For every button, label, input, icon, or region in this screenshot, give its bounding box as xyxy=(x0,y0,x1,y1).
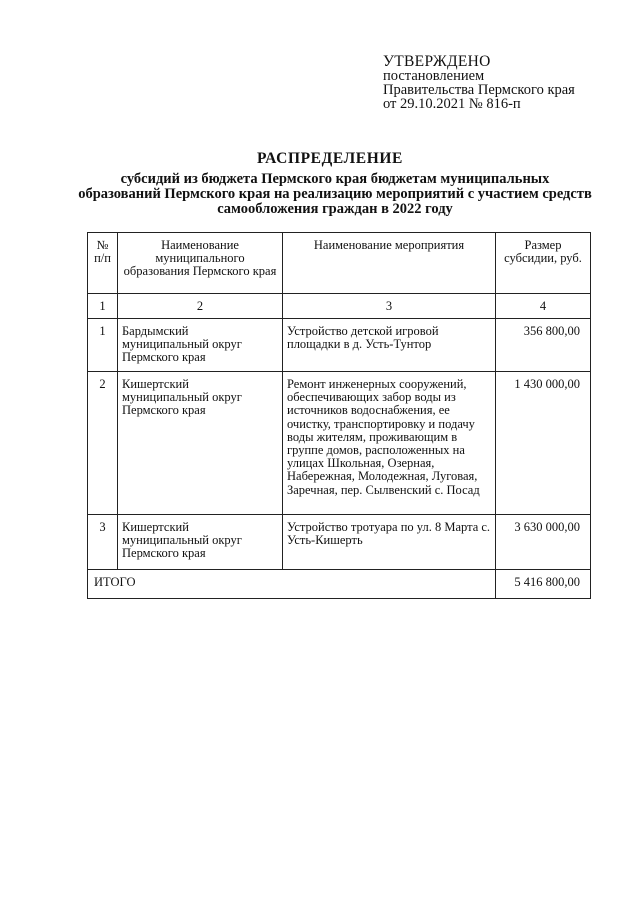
document-subtitle: субсидий из бюджета Пермского края бюджетам муниципальных образований Пермского края на реализацию мероприятий с участием средств самообложения граждан в 2022 году xyxy=(78,171,592,217)
approval-line-2: Правительства Пермского края xyxy=(383,82,575,98)
approval-heading: УТВЕРЖДЕНО xyxy=(383,53,491,70)
column-index-row xyxy=(88,294,591,319)
row-event: Устройство детской игровой площадки в д. Усть-Тунтор xyxy=(283,319,496,372)
header-municipality: Наименование муниципального образования Пермского края xyxy=(118,233,283,294)
column-index: 1 xyxy=(88,294,118,319)
row-event: Устройство тротуара по ул. 8 Марта с. Усть-Кишерть xyxy=(283,515,496,570)
distribution-table xyxy=(87,232,591,599)
total-label: ИТОГО xyxy=(88,570,496,599)
approval-line-3: от 29.10.2021 № 816-п xyxy=(383,96,521,112)
column-index: 4 xyxy=(496,294,591,319)
table-row xyxy=(88,515,591,570)
column-index: 2 xyxy=(118,294,283,319)
row-event: Ремонт инженерных сооружений, обеспечивающих забор воды из источников водоснабжения, ее очистку, транспортировку и подачу воды жителям, проживающим в группе домов, расположенных на улицах Школьная, Озерная, Набережная, Молодежная, Луговая, Заречная, пер. Сылвенский с. Посад xyxy=(283,372,496,515)
header-num: № п/п xyxy=(88,233,118,294)
header-amount: Размер субсидии, руб. xyxy=(496,233,591,294)
row-municipality: Кишертский муниципальный округ Пермского края xyxy=(118,372,283,515)
approval-line-1: постановлением xyxy=(383,68,485,84)
table-header-row xyxy=(88,233,591,294)
row-amount: 3 630 000,00 xyxy=(496,515,591,570)
approval-stamp xyxy=(383,55,623,111)
row-num: 2 xyxy=(88,372,118,515)
document-title: РАСПРЕДЕЛЕНИЕ xyxy=(257,150,403,167)
table-row xyxy=(88,319,591,372)
row-amount: 356 800,00 xyxy=(496,319,591,372)
row-municipality: Бардымский муниципальный округ Пермского края xyxy=(118,319,283,372)
row-municipality: Кишертский муниципальный округ Пермского края xyxy=(118,515,283,570)
column-index: 3 xyxy=(283,294,496,319)
row-amount: 1 430 000,00 xyxy=(496,372,591,515)
header-event: Наименование мероприятия xyxy=(283,233,496,294)
row-num: 3 xyxy=(88,515,118,570)
total-row xyxy=(88,570,591,599)
total-amount: 5 416 800,00 xyxy=(496,570,591,599)
table-row xyxy=(88,372,591,515)
row-num: 1 xyxy=(88,319,118,372)
